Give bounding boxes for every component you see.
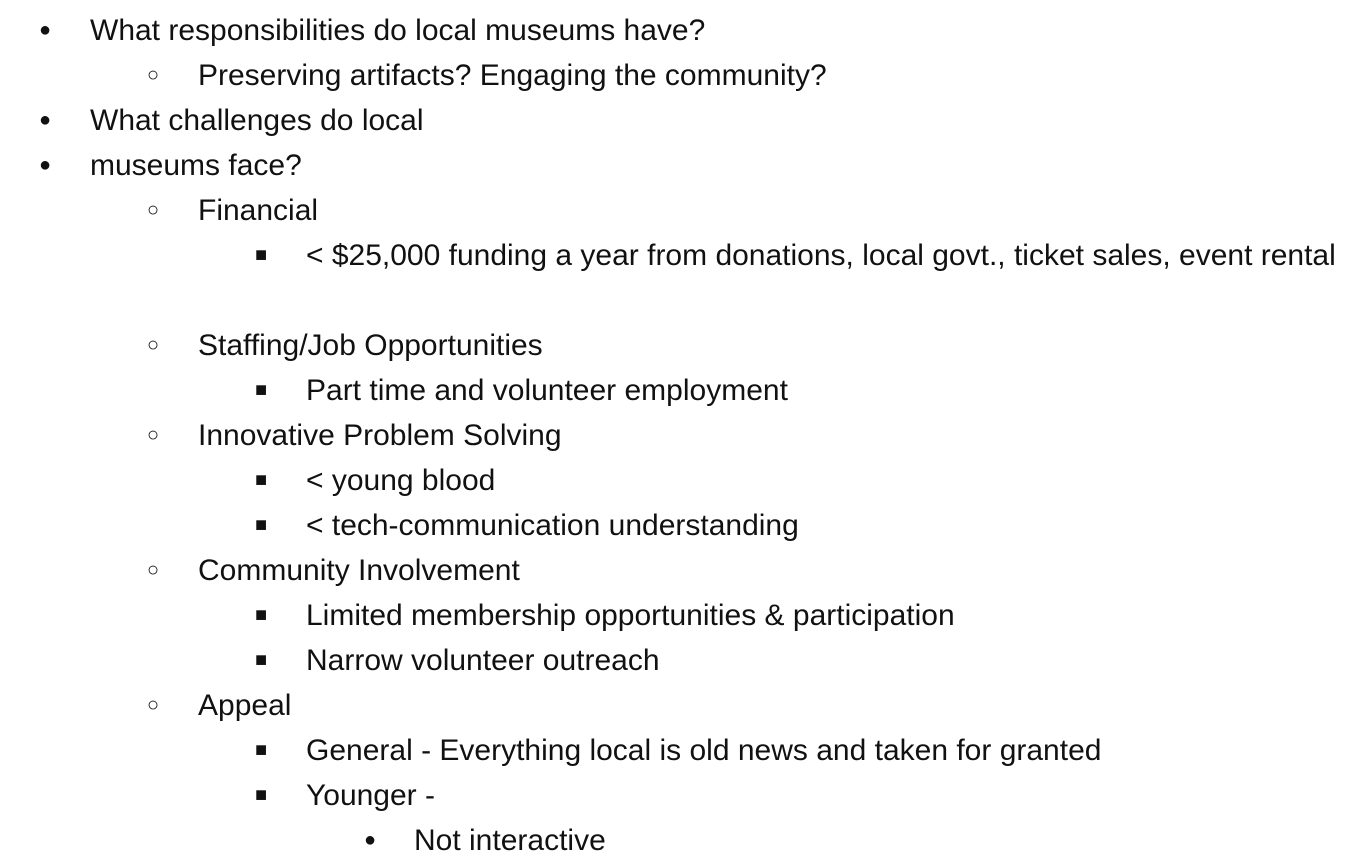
- circle-bullet-icon: ○: [146, 64, 160, 86]
- list-item: [0, 53, 1357, 98]
- list-item: [0, 368, 1357, 413]
- list-item: [0, 413, 1357, 458]
- square-bullet-icon: ■: [254, 784, 268, 806]
- list-item: [0, 188, 1357, 233]
- disc-bullet-icon: ●: [38, 19, 52, 41]
- list-item-text: Appeal: [198, 689, 292, 722]
- square-bullet-icon: ■: [254, 244, 268, 266]
- disc-bullet-icon: ●: [363, 829, 377, 851]
- list-item-text: museums face?: [90, 149, 302, 182]
- list-item: [0, 8, 1357, 53]
- list-item-text: Innovative Problem Solving: [198, 419, 562, 452]
- circle-bullet-icon: ○: [146, 334, 160, 356]
- list-item: [0, 683, 1357, 728]
- disc-bullet-icon: ●: [38, 109, 52, 131]
- circle-bullet-icon: ○: [146, 424, 160, 446]
- list-item: [0, 143, 1357, 188]
- square-bullet-icon: ■: [254, 514, 268, 536]
- list-item: [0, 638, 1357, 683]
- list-item: [0, 98, 1357, 143]
- list-item-text: Younger -: [306, 779, 435, 812]
- list-item: [0, 548, 1357, 593]
- list-item-text: Staffing/Job Opportunities: [198, 329, 543, 362]
- disc-bullet-icon: ●: [38, 154, 52, 176]
- list-item-text: < young blood: [306, 464, 496, 497]
- list-item-text: What responsibilities do local museums have?: [90, 14, 706, 47]
- list-item: [0, 593, 1357, 638]
- list-item: [0, 818, 1357, 863]
- list-item: [0, 233, 1357, 323]
- square-bullet-icon: ■: [254, 604, 268, 626]
- square-bullet-icon: ■: [254, 469, 268, 491]
- list-item-text: Part time and volunteer employment: [306, 374, 788, 407]
- bulleted-outline: [0, 8, 1357, 863]
- list-item-text: Financial: [198, 194, 319, 227]
- list-item-text: < tech-communication understanding: [306, 509, 799, 542]
- square-bullet-icon: ■: [254, 649, 268, 671]
- circle-bullet-icon: ○: [146, 199, 160, 221]
- circle-bullet-icon: ○: [146, 559, 160, 581]
- list-item-text: Limited membership opportunities & participation: [306, 599, 955, 632]
- list-item-text: < $25,000 funding a year from donations, local govt., ticket sales, event rental: [306, 239, 1336, 272]
- list-item: [0, 728, 1357, 773]
- list-item: [0, 323, 1357, 368]
- list-item: [0, 458, 1357, 503]
- list-item-text: General - Everything local is old news and taken for granted: [306, 734, 1102, 767]
- list-item-text: Narrow volunteer outreach: [306, 644, 660, 677]
- list-item-text: Preserving artifacts? Engaging the community?: [198, 59, 827, 92]
- square-bullet-icon: ■: [254, 379, 268, 401]
- list-item: [0, 503, 1357, 548]
- square-bullet-icon: ■: [254, 739, 268, 761]
- list-item-text: Community Involvement: [198, 554, 520, 587]
- list-item-text: Not interactive: [414, 824, 606, 857]
- list-item: [0, 773, 1357, 818]
- list-item-text: What challenges do local: [90, 104, 424, 137]
- circle-bullet-icon: ○: [146, 694, 160, 716]
